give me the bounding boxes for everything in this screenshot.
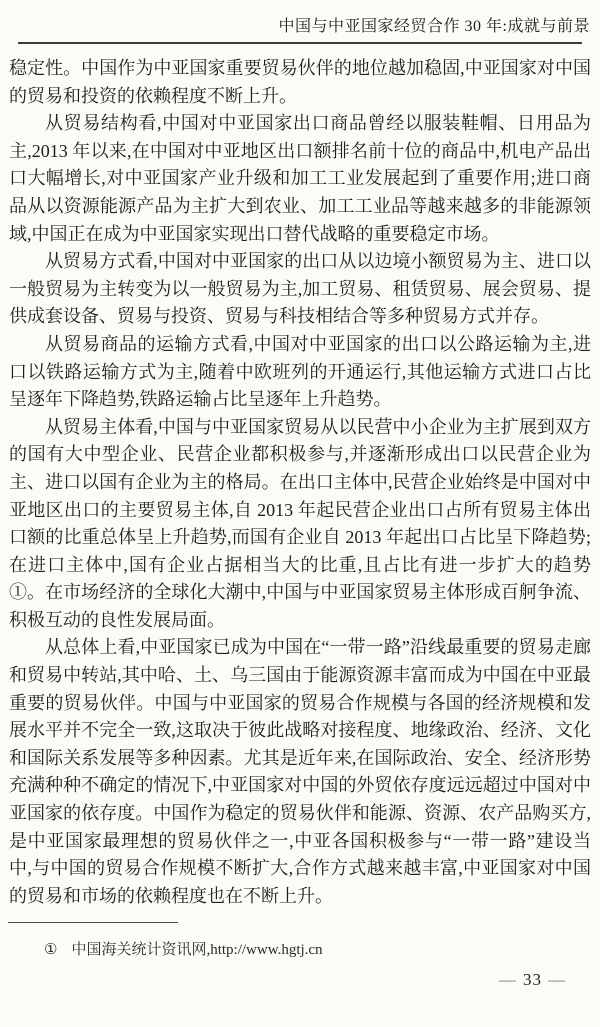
footnote-separator — [8, 922, 178, 923]
paragraph-trade-mode: 从贸易方式看,中国对中亚国家的出口从以边境小额贸易为主、进口以一般贸易为主转变为以一般贸易为主,加工贸易、租赁贸易、展会贸易、提供成套设备、贸易与投资、贸易与科技相结合等多种贸易方式并存。 — [9, 251, 591, 327]
footnote — [44, 940, 590, 960]
paragraph-trade-entities: 从贸易主体看,中国与中亚国家贸易从以民营中小企业为主扩展到双方的国有大中型企业、民营企业都积极参与,并逐渐形成出口以民营企业为主、进口以国有企业为主的格局。在出口主体中,民营企业始终是中国对中亚地区出口的主要贸易主体,自 2013 年起民营企业出口占所有贸易主体出口额的比重总体呈上升趋势,而国有企业自 2013 年起出口占比呈下降趋势;在进口主体中,国有企业占据相当大的比重,且占比有进一步扩大的趋势①。在市场经济的全球化大潮中,中国与中亚国家贸易主体形成百舸争流、积极互动的良性发展局面。 — [9, 416, 591, 630]
paragraph-continuation: 稳定性。中国作为中亚国家重要贸易伙伴的地位越加稳固,中亚国家对中国的贸易和投资的依赖程度不断上升。 — [9, 58, 591, 106]
page-number — [493, 970, 572, 990]
paragraph-transport-mode: 从贸易商品的运输方式看,中国对中亚国家的出口以公路运输为主,进口以铁路运输方式为主,随着中欧班列的开通运行,其他运输方式进口占比呈逐年下降趋势,铁路运输占比呈逐年上升趋势。 — [9, 333, 591, 410]
page-number-right-dash: — — [548, 970, 566, 989]
paragraph-overall-view: 从总体上看,中亚国家已成为中国在“一带一路”沿线最重要的贸易走廊和贸易中转站,其中哈、土、乌三国由于能源资源丰富而成为中国在中亚最重要的贸易伙伴。中国与中亚国家的贸易合作规模与各国的经济规模和发展水平并不完全一致,这取决于彼此战略对接程度、地缘政治、经济、文化和国际关系发展等多种因素。尤其是近年来,在国际政治、安全、经济形势充满种种不确定的情况下,中亚国家对中国的外贸依存度远远超过中国对中亚国家的依存度。中国作为稳定的贸易伙伴和能源、资源、农产品购买方,是中亚国家最理想的贸易伙伴之一,中亚各国积极参与“一带一路”建设当中,与中国的贸易合作规模不断扩大,合作方式越来越丰富,中亚国家对中国的贸易和市场的依赖程度也在不断上升。 — [9, 637, 591, 906]
footnote-marker: ① — [44, 942, 58, 958]
page-header — [0, 0, 600, 44]
footnote-area — [0, 922, 600, 960]
paragraph-trade-structure: 从贸易结构看,中国对中亚国家出口商品曾经以服装鞋帽、日用品为主,2013 年以来,在中国对中亚地区出口额排名前十位的商品中,机电产品出口大幅增长,对中亚国家产业升级和加工工业发展起到了重要作用;进口商品从以资源能源产品为主扩大到农业、加工工业品等越来越多的非能源领域,中国正在成为中亚国家实现出口替代战略的重要稳定市场。 — [9, 113, 591, 244]
footnote-text: 中国海关统计资讯网,http://www.hgtj.cn — [71, 942, 323, 958]
running-head-title: 中国与中亚国家经贸合作 30 年:成就与前景 — [278, 18, 590, 35]
page-number-value: 33 — [523, 970, 542, 989]
body-text — [0, 44, 600, 906]
page-number-left-dash: — — [499, 970, 517, 989]
